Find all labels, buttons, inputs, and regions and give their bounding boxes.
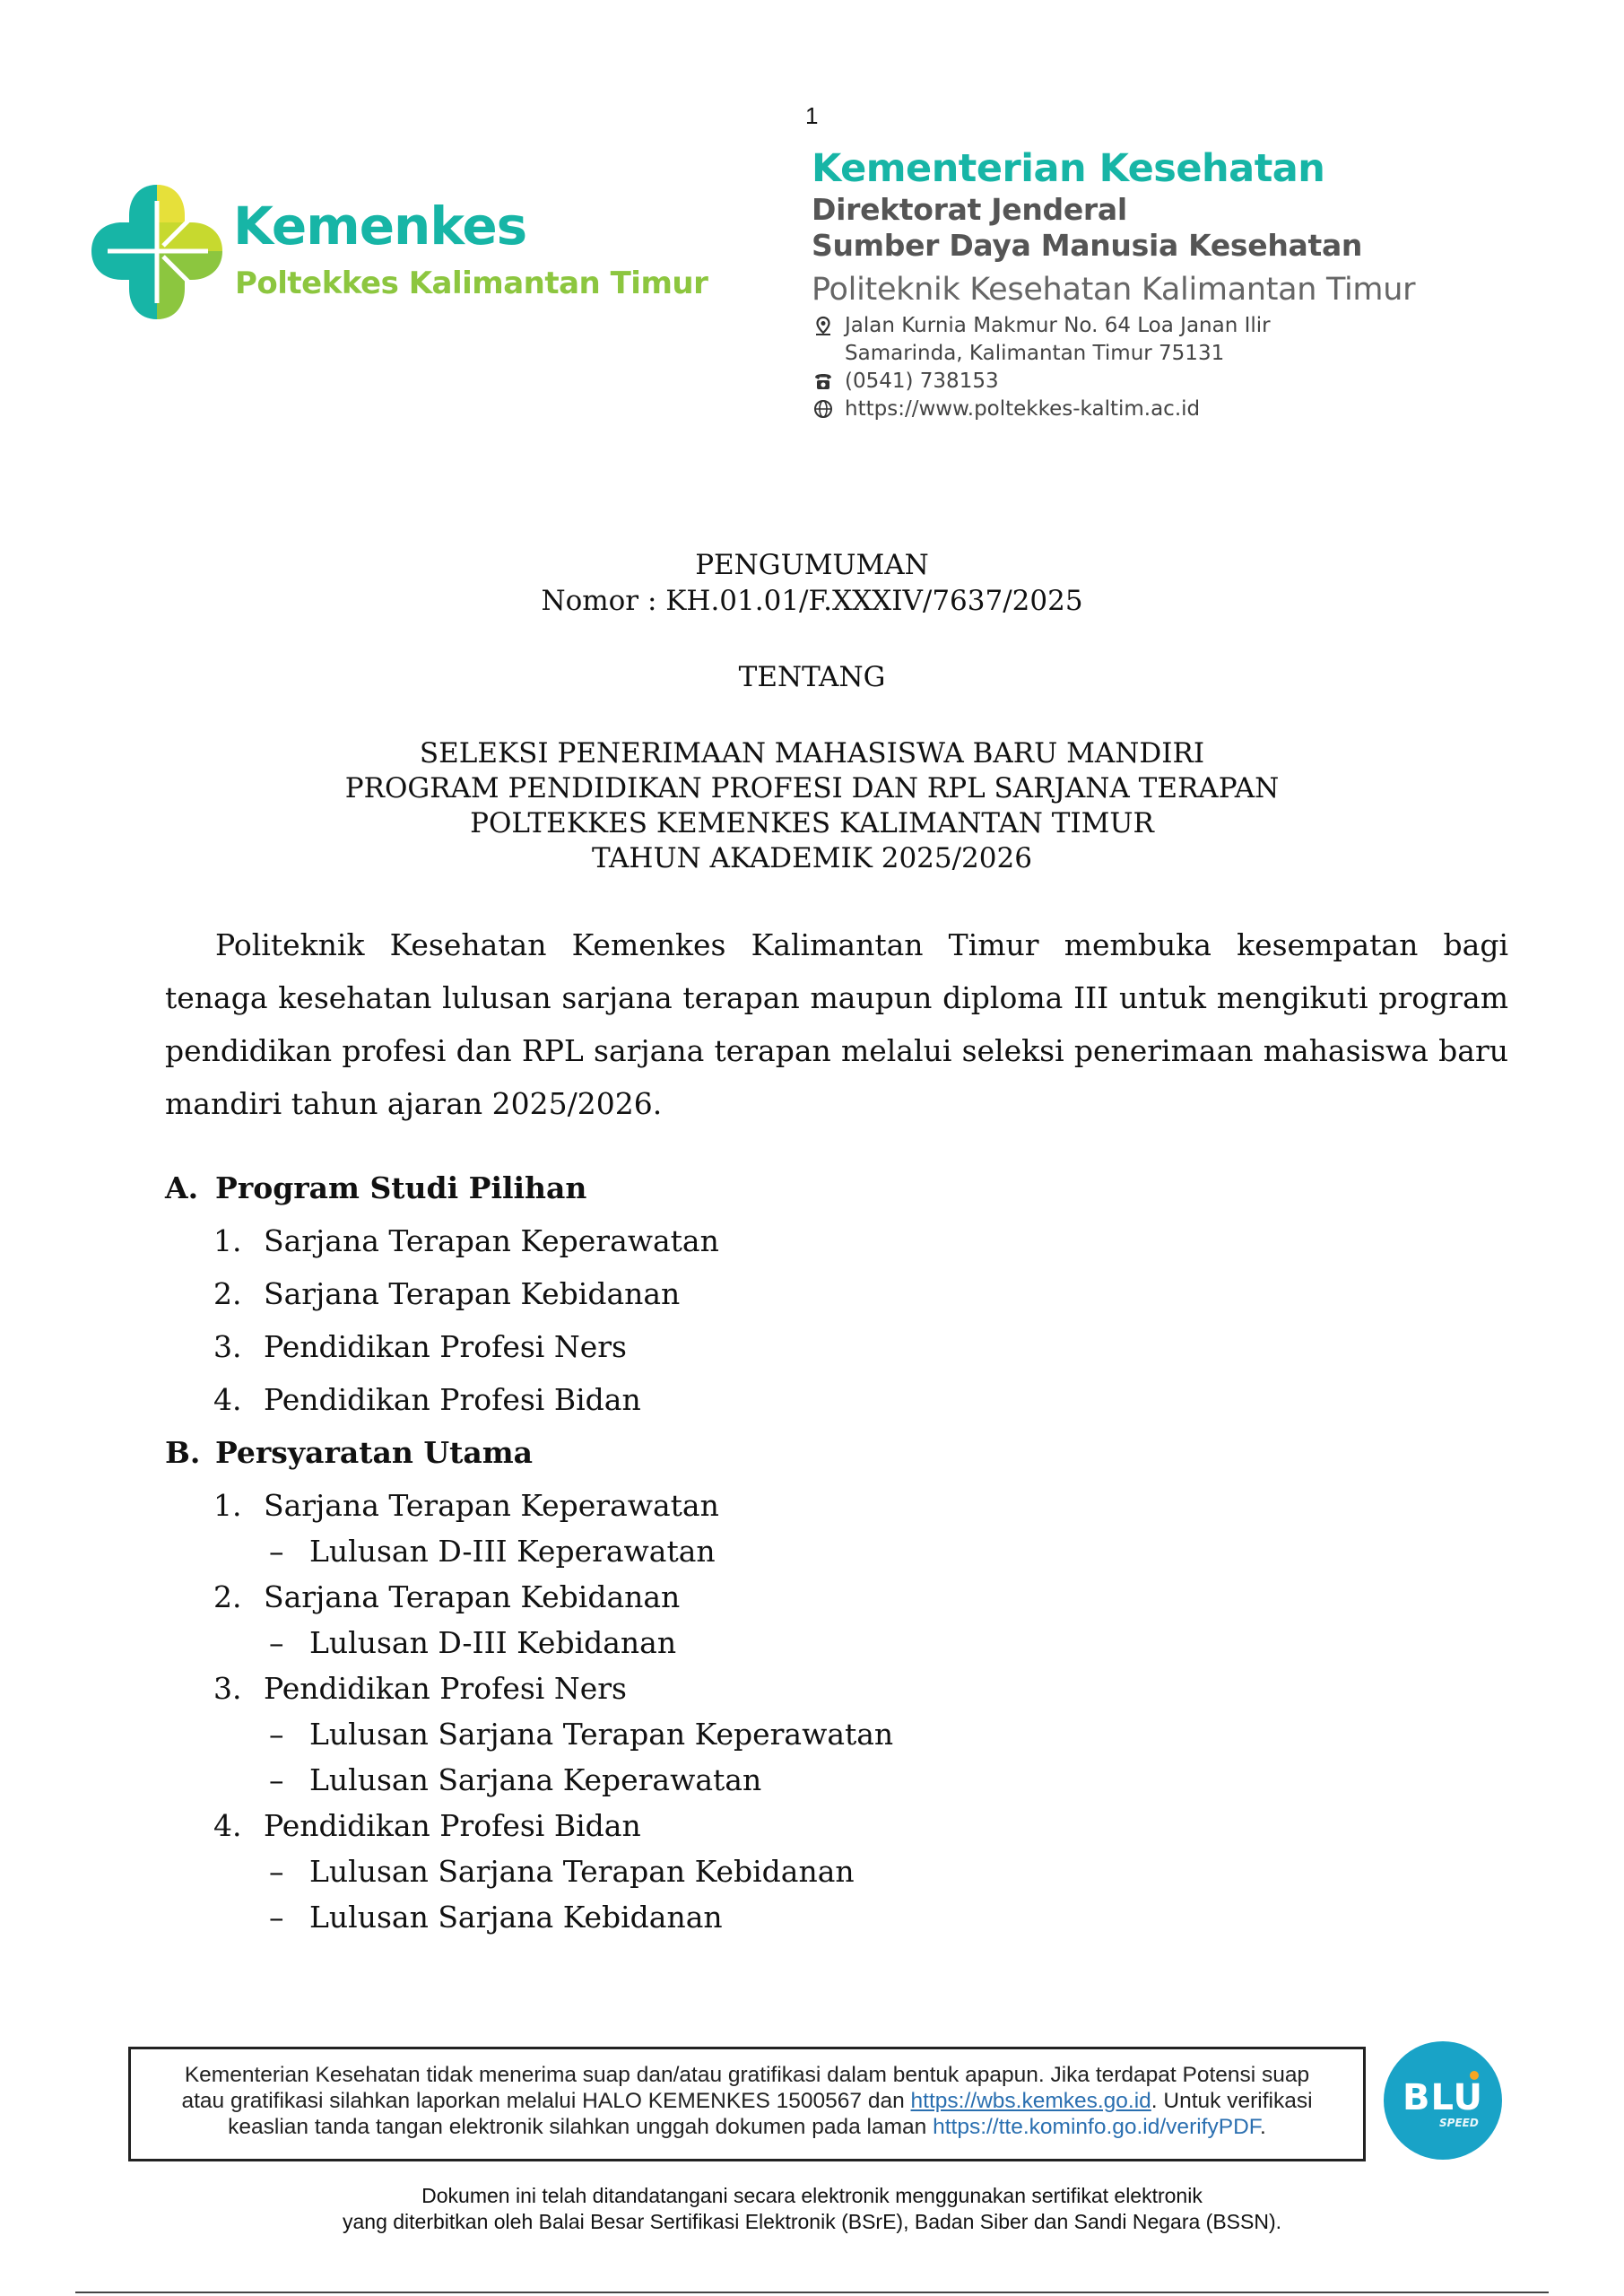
blu-badge-subtext: SPEED — [1439, 2117, 1479, 2129]
requirement-label: Lulusan D-III Keperawatan — [309, 1534, 716, 1569]
phone-number: (0541) 738153 — [845, 370, 999, 393]
list-item-label: Sarjana Terapan Kebidanan — [264, 1579, 681, 1614]
section-b-letter: B. — [165, 1435, 201, 1470]
letterhead-phone — [812, 368, 1547, 396]
notice-line-2 — [131, 2088, 1363, 2114]
website-url: https://www.poltekkes-kaltim.ac.id — [845, 397, 1201, 421]
section-b-heading — [165, 1435, 533, 1470]
list-item — [213, 1671, 627, 1706]
requirement-item — [269, 1762, 761, 1797]
requirement-item — [269, 1854, 855, 1889]
intro-paragraph: Politeknik Kesehatan Kemenkes Kalimantan Timur membuka kesempatan bagi tenaga kesehatan lulusan sarjana terapan maupun diploma III untuk mengikuti program pendidikan profesi dan RPL sarjana terapan melalui seleksi penerimaan mahasiswa baru mandiri tahun ajaran 2025/2026. — [165, 927, 1508, 1121]
notice-line-1: Kementerian Kesehatan tidak menerima suap dan/atau gratifikasi dalam bentuk apapun. Jika terdapat Potensi suap — [184, 2063, 1310, 2087]
anti-gratification-notice — [128, 2047, 1366, 2161]
phone-icon — [813, 371, 833, 391]
list-item-number: 2. — [213, 1276, 242, 1311]
requirement-item — [269, 1625, 676, 1660]
list-item-number: 1. — [213, 1223, 242, 1258]
letterhead — [812, 145, 1547, 423]
notice-line-3 — [131, 2114, 1363, 2140]
address-line-1: Jalan Kurnia Makmur No. 64 Loa Janan Ilir — [845, 314, 1271, 337]
section-b-title: Persyaratan Utama — [215, 1435, 534, 1470]
requirement-label: Lulusan Sarjana Terapan Kebidanan — [309, 1854, 855, 1889]
location-pin-icon — [813, 316, 833, 335]
section-a-letter: A. — [165, 1170, 199, 1205]
esign-line-2: yang diterbitkan oleh Balai Besar Sertifikasi Elektronik (BSrE), Badan Siber dan Sandi Negara (BSSN). — [342, 2210, 1282, 2233]
globe-icon — [813, 399, 833, 419]
notice-line-2-text: atau gratifikasi silahkan laporkan melalui HALO KEMENKES 1500567 dan — [181, 2089, 911, 2113]
verify-pdf-link[interactable]: https://tte.kominfo.go.id/verifyPDF — [933, 2115, 1261, 2139]
announcement-title: PENGUMUMAN — [695, 549, 929, 581]
notice-line-3-suffix: . — [1260, 2115, 1266, 2139]
list-item-number: 3. — [213, 1671, 242, 1706]
list-item-label: Pendidikan Profesi Bidan — [264, 1382, 641, 1417]
section-a-title: Program Studi Pilihan — [215, 1170, 587, 1205]
list-item — [213, 1276, 680, 1311]
requirement-label: Lulusan Sarjana Kebidanan — [309, 1900, 723, 1935]
list-item — [213, 1223, 719, 1258]
subject-line-3: POLTEKKES KEMENKES KALIMANTAN TIMUR — [470, 807, 1154, 839]
kemenkes-logo — [83, 176, 728, 337]
list-item-label: Sarjana Terapan Kebidanan — [264, 1276, 681, 1311]
dash: – — [269, 1900, 284, 1935]
letterhead-directorate-2: Sumber Daya Manusia Kesehatan — [812, 228, 1363, 263]
esign-line-1: Dokumen ini telah ditandatangani secara elektronik menggunakan sertifikat elektronik — [421, 2184, 1203, 2207]
list-item — [213, 1579, 680, 1614]
dash: – — [269, 1534, 284, 1569]
requirement-item — [269, 1717, 893, 1752]
list-item-label: Pendidikan Profesi Ners — [264, 1671, 627, 1706]
letterhead-website — [812, 396, 1547, 423]
requirement-item — [269, 1534, 716, 1569]
subject-line-2: PROGRAM PENDIDIKAN PROFESI DAN RPL SARJANA TERAPAN — [344, 772, 1280, 804]
dash: – — [269, 1717, 284, 1752]
page-number: 1 — [805, 102, 819, 129]
requirement-item — [269, 1900, 723, 1935]
notice-line-3-text: keaslian tanda tangan elektronik silahkan unggah dokumen pada laman — [228, 2115, 934, 2139]
bottom-divider — [75, 2292, 1549, 2293]
letterhead-directorate-1: Direktorat Jenderal — [812, 192, 1127, 227]
logo-title: Kemenkes — [233, 196, 527, 257]
notice-line-2-suffix: . Untuk verifikasi — [1151, 2089, 1313, 2113]
requirement-label: Lulusan D-III Kebidanan — [309, 1625, 677, 1660]
logo-subtitle: Poltekkes Kalimantan Timur — [235, 265, 708, 301]
list-item-number: 3. — [213, 1329, 242, 1364]
subject-line-4: TAHUN AKADEMIK 2025/2026 — [592, 842, 1032, 874]
list-item-label: Sarjana Terapan Keperawatan — [264, 1488, 719, 1523]
address-line-2: Samarinda, Kalimantan Timur 75131 — [845, 342, 1225, 365]
list-item-number: 4. — [213, 1808, 242, 1843]
requirement-label: Lulusan Sarjana Keperawatan — [309, 1762, 762, 1797]
list-item-number: 4. — [213, 1382, 242, 1417]
list-item-label: Pendidikan Profesi Ners — [264, 1329, 627, 1364]
announcement-number: Nomor : KH.01.01/F.XXXIV/7637/2025 — [541, 585, 1083, 617]
letterhead-address — [812, 312, 1547, 340]
list-item — [213, 1488, 719, 1523]
about-label: TENTANG — [738, 661, 886, 693]
wbs-link[interactable]: https://wbs.kemkes.go.id — [910, 2089, 1151, 2113]
dash: – — [269, 1762, 284, 1797]
list-item-number: 1. — [213, 1488, 242, 1523]
subject-line-1: SELEKSI PENERIMAAN MAHASISWA BARU MANDIRI — [419, 737, 1205, 770]
list-item-label: Sarjana Terapan Keperawatan — [264, 1223, 719, 1258]
letterhead-institution: Politeknik Kesehatan Kalimantan Timur — [812, 272, 1416, 308]
blu-badge-text: BLU — [1402, 2077, 1484, 2118]
dash: – — [269, 1625, 284, 1660]
list-item-number: 2. — [213, 1579, 242, 1614]
requirement-label: Lulusan Sarjana Terapan Keperawatan — [309, 1717, 894, 1752]
dash: – — [269, 1854, 284, 1889]
blu-speed-badge — [1384, 2041, 1502, 2160]
list-item-label: Pendidikan Profesi Bidan — [264, 1808, 641, 1843]
list-item — [213, 1382, 641, 1417]
letterhead-address-2 — [812, 340, 1547, 368]
letterhead-ministry: Kementerian Kesehatan — [812, 146, 1325, 191]
list-item — [213, 1329, 627, 1364]
section-a-heading — [165, 1170, 586, 1205]
list-item — [213, 1808, 641, 1843]
kemenkes-logo-mark-icon — [83, 176, 231, 328]
